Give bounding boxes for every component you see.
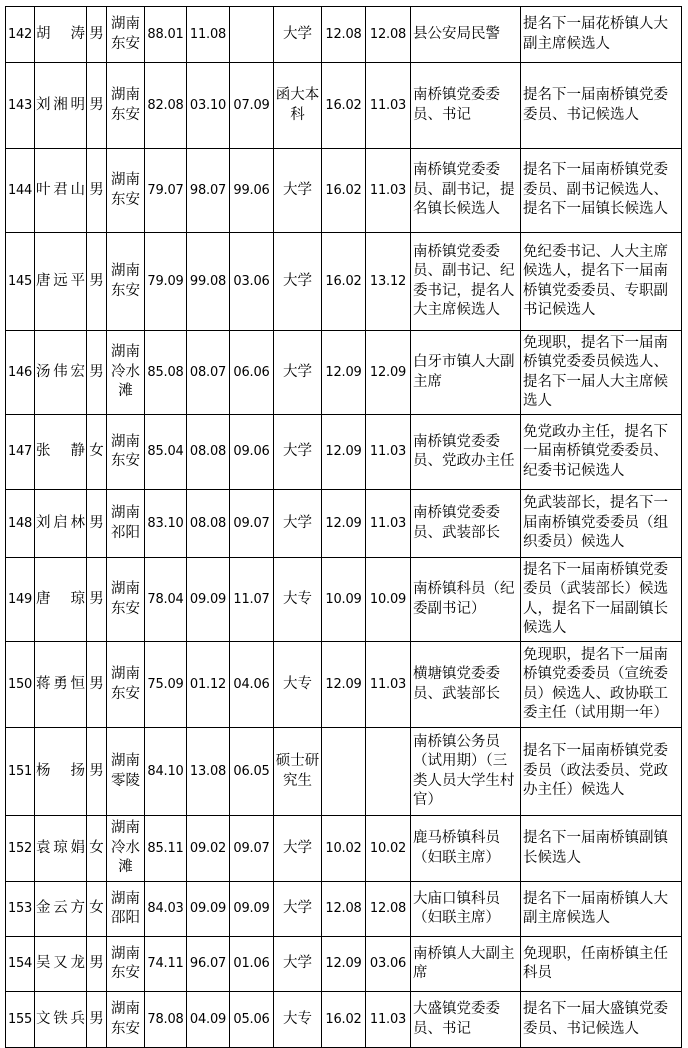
row-number: 154	[6, 937, 35, 992]
table-row	[6, 642, 682, 728]
work-start-date: 96.07	[187, 937, 230, 992]
birth-date: 79.07	[145, 149, 187, 233]
work-start-date: 08.07	[187, 331, 230, 415]
party-join-date: 99.06	[230, 149, 274, 233]
current-post-date: 10.02	[322, 816, 366, 882]
birth-date: 84.10	[145, 728, 187, 816]
work-start-date: 01.12	[187, 642, 230, 728]
education: 大专	[274, 642, 322, 728]
current-level-date: 11.03	[366, 490, 411, 558]
current-post-date: 12.09	[322, 490, 366, 558]
row-number: 150	[6, 642, 35, 728]
current-position: 南桥镇公务员（试用期）（三类人员大学生村官）	[411, 728, 521, 816]
native-place: 湖南东安	[107, 937, 145, 992]
row-number: 153	[6, 882, 35, 937]
person-name: 张 静	[35, 415, 87, 490]
table-row	[6, 490, 682, 558]
proposed-appointment: 提名下一届大盛镇党委委员、书记候选人	[521, 992, 682, 1048]
birth-date: 74.11	[145, 937, 187, 992]
current-post-date: 12.08	[322, 882, 366, 937]
native-place: 湖南祁阳	[107, 490, 145, 558]
person-name: 汤伟宏	[35, 331, 87, 415]
current-position: 白牙市镇人大副主席	[411, 331, 521, 415]
current-level-date: 12.09	[366, 331, 411, 415]
education: 大学	[274, 415, 322, 490]
education: 大学	[274, 490, 322, 558]
sex: 男	[87, 937, 107, 992]
current-level-date: 03.06	[366, 937, 411, 992]
current-level-date: 10.02	[366, 816, 411, 882]
table-row	[6, 816, 682, 882]
party-join-date: 06.05	[230, 728, 274, 816]
native-place: 湖南零陵	[107, 728, 145, 816]
birth-date: 78.08	[145, 992, 187, 1048]
current-post-date: 12.09	[322, 642, 366, 728]
row-number: 144	[6, 149, 35, 233]
table-row	[6, 331, 682, 415]
current-level-date: 11.03	[366, 63, 411, 149]
birth-date: 85.08	[145, 331, 187, 415]
proposed-appointment: 提名下一届南桥镇党委委员、副书记候选人、提名下一届镇长候选人	[521, 149, 682, 233]
education: 大学	[274, 331, 322, 415]
work-start-date: 09.02	[187, 816, 230, 882]
proposed-appointment: 提名下一届南桥镇副镇长候选人	[521, 816, 682, 882]
work-start-date: 09.09	[187, 882, 230, 937]
row-number: 143	[6, 63, 35, 149]
education: 大学	[274, 816, 322, 882]
row-number: 152	[6, 816, 35, 882]
education: 大专	[274, 558, 322, 642]
current-position: 南桥镇人大副主席	[411, 937, 521, 992]
current-position: 南桥镇党委委员、书记	[411, 63, 521, 149]
sex: 男	[87, 331, 107, 415]
proposed-appointment: 免现职，任南桥镇主任科员	[521, 937, 682, 992]
current-post-date: 16.02	[322, 149, 366, 233]
native-place: 湖南东安	[107, 233, 145, 331]
person-name: 杨 扬	[35, 728, 87, 816]
current-level-date: 12.08	[366, 7, 411, 63]
party-join-date: 04.06	[230, 642, 274, 728]
sex: 女	[87, 816, 107, 882]
proposed-appointment: 免现职，提名下一届南桥镇党委委员（宣统委员）候选人、政协联工委主任（试用期一年）	[521, 642, 682, 728]
sex: 男	[87, 7, 107, 63]
birth-date: 79.09	[145, 233, 187, 331]
party-join-date: 09.07	[230, 816, 274, 882]
sex: 男	[87, 728, 107, 816]
current-level-date: 11.03	[366, 149, 411, 233]
work-start-date: 03.10	[187, 63, 230, 149]
work-start-date: 98.07	[187, 149, 230, 233]
row-number: 145	[6, 233, 35, 331]
current-post-date: 12.08	[322, 7, 366, 63]
education: 大学	[274, 882, 322, 937]
native-place: 湖南东安	[107, 149, 145, 233]
row-number: 149	[6, 558, 35, 642]
birth-date: 84.03	[145, 882, 187, 937]
sex: 男	[87, 63, 107, 149]
work-start-date: 99.08	[187, 233, 230, 331]
sex: 男	[87, 149, 107, 233]
native-place: 湖南东安	[107, 415, 145, 490]
party-join-date: 05.06	[230, 992, 274, 1048]
current-post-date: 10.09	[322, 558, 366, 642]
party-join-date: 07.09	[230, 63, 274, 149]
table-row	[6, 728, 682, 816]
current-position: 南桥镇党委委员、党政办主任	[411, 415, 521, 490]
current-post-date: 16.02	[322, 992, 366, 1048]
education: 硕士研究生	[274, 728, 322, 816]
current-level-date: 11.03	[366, 992, 411, 1048]
cadre-table	[5, 6, 682, 1048]
party-join-date: 09.07	[230, 490, 274, 558]
native-place: 湖南东安	[107, 642, 145, 728]
person-name: 叶君山	[35, 149, 87, 233]
table-row	[6, 63, 682, 149]
work-start-date: 08.08	[187, 490, 230, 558]
native-place: 湖南冷水滩	[107, 331, 145, 415]
sex: 女	[87, 415, 107, 490]
native-place: 湖南东安	[107, 558, 145, 642]
native-place: 湖南冷水滩	[107, 816, 145, 882]
person-name: 刘湘明	[35, 63, 87, 149]
current-post-date: 12.09	[322, 937, 366, 992]
native-place: 湖南东安	[107, 63, 145, 149]
proposed-appointment: 提名下一届南桥镇党委委员（武装部长）候选人，提名下一届副镇长候选人	[521, 558, 682, 642]
current-post-date	[322, 728, 366, 816]
person-name: 胡 涛	[35, 7, 87, 63]
table-row	[6, 882, 682, 937]
proposed-appointment: 免纪委书记、人大主席候选人，提名下一届南桥镇党委委员、专职副书记候选人	[521, 233, 682, 331]
proposed-appointment: 免武装部长，提名下一届南桥镇党委委员（组织委员）候选人	[521, 490, 682, 558]
proposed-appointment: 提名下一届南桥镇人大副主席候选人	[521, 882, 682, 937]
current-level-date	[366, 728, 411, 816]
person-name: 金云方	[35, 882, 87, 937]
party-join-date: 01.06	[230, 937, 274, 992]
native-place: 湖南东安	[107, 7, 145, 63]
current-level-date: 11.03	[366, 642, 411, 728]
proposed-appointment: 免党政办主任，提名下一届南桥镇党委委员、纪委书记候选人	[521, 415, 682, 490]
current-level-date: 11.03	[366, 415, 411, 490]
person-name: 唐远平	[35, 233, 87, 331]
party-join-date: 09.06	[230, 415, 274, 490]
table-row	[6, 7, 682, 63]
party-join-date: 06.06	[230, 331, 274, 415]
table-row	[6, 937, 682, 992]
sex: 男	[87, 642, 107, 728]
sex: 女	[87, 882, 107, 937]
education: 大学	[274, 233, 322, 331]
birth-date: 85.04	[145, 415, 187, 490]
current-post-date: 16.02	[322, 63, 366, 149]
person-name: 蒋勇恒	[35, 642, 87, 728]
party-join-date: 03.06	[230, 233, 274, 331]
work-start-date: 09.09	[187, 558, 230, 642]
person-name: 文铁兵	[35, 992, 87, 1048]
birth-date: 75.09	[145, 642, 187, 728]
row-number: 147	[6, 415, 35, 490]
person-name: 刘启林	[35, 490, 87, 558]
education: 大学	[274, 149, 322, 233]
sex: 男	[87, 233, 107, 331]
person-name: 袁琼娟	[35, 816, 87, 882]
work-start-date: 04.09	[187, 992, 230, 1048]
birth-date: 83.10	[145, 490, 187, 558]
current-post-date: 16.02	[322, 233, 366, 331]
row-number: 155	[6, 992, 35, 1048]
current-position: 南桥镇党委委员、副书记，提名镇长候选人	[411, 149, 521, 233]
table-row	[6, 149, 682, 233]
row-number: 142	[6, 7, 35, 63]
current-position: 南桥镇科员（纪委副书记）	[411, 558, 521, 642]
proposed-appointment: 免现职，提名下一届南桥镇党委委员候选人、提名下一届人大主席候选人	[521, 331, 682, 415]
sex: 男	[87, 490, 107, 558]
current-position: 横塘镇党委委员、武装部长	[411, 642, 521, 728]
current-post-date: 12.09	[322, 415, 366, 490]
table-row	[6, 558, 682, 642]
work-start-date: 11.08	[187, 7, 230, 63]
sex: 男	[87, 558, 107, 642]
party-join-date: 09.09	[230, 882, 274, 937]
work-start-date: 08.08	[187, 415, 230, 490]
education: 大学	[274, 937, 322, 992]
current-level-date: 12.08	[366, 882, 411, 937]
birth-date: 85.11	[145, 816, 187, 882]
party-join-date: 11.07	[230, 558, 274, 642]
birth-date: 88.01	[145, 7, 187, 63]
current-position: 县公安局民警	[411, 7, 521, 63]
current-position: 鹿马桥镇科员（妇联主席）	[411, 816, 521, 882]
current-level-date: 10.09	[366, 558, 411, 642]
native-place: 湖南邵阳	[107, 882, 145, 937]
table-row	[6, 233, 682, 331]
current-position: 大盛镇党委委员、书记	[411, 992, 521, 1048]
party-join-date	[230, 7, 274, 63]
row-number: 148	[6, 490, 35, 558]
row-number: 146	[6, 331, 35, 415]
current-position: 南桥镇党委委员、副书记、纪委书记，提名人大主席候选人	[411, 233, 521, 331]
person-name: 唐 琼	[35, 558, 87, 642]
row-number: 151	[6, 728, 35, 816]
work-start-date: 13.08	[187, 728, 230, 816]
person-name: 吴又龙	[35, 937, 87, 992]
birth-date: 82.08	[145, 63, 187, 149]
current-level-date: 13.12	[366, 233, 411, 331]
current-position: 南桥镇党委委员、武装部长	[411, 490, 521, 558]
education: 大专	[274, 992, 322, 1048]
education: 大学	[274, 7, 322, 63]
education: 函大本科	[274, 63, 322, 149]
current-post-date: 12.09	[322, 331, 366, 415]
table-row	[6, 415, 682, 490]
proposed-appointment: 提名下一届南桥镇党委委员、书记候选人	[521, 63, 682, 149]
proposed-appointment: 提名下一届花桥镇人大副主席候选人	[521, 7, 682, 63]
native-place: 湖南东安	[107, 992, 145, 1048]
proposed-appointment: 提名下一届南桥镇党委委员（政法委员、党政办主任）候选人	[521, 728, 682, 816]
sex: 男	[87, 992, 107, 1048]
current-position: 大庙口镇科员（妇联主席）	[411, 882, 521, 937]
birth-date: 78.04	[145, 558, 187, 642]
table-row	[6, 992, 682, 1048]
